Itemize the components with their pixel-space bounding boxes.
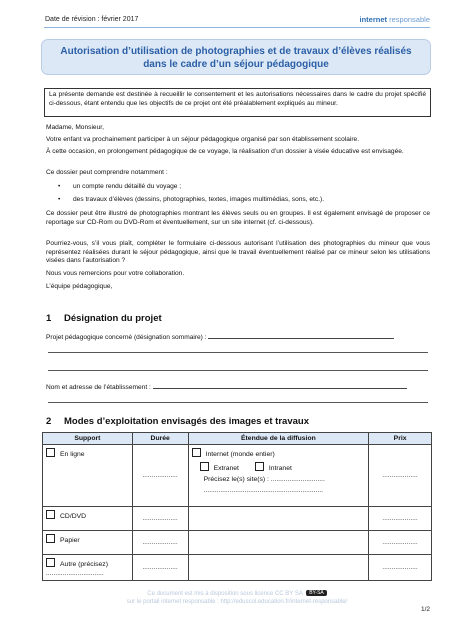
header-divider [44,27,430,28]
support-label: Autre (précisez) [60,561,108,568]
price-cell[interactable]: ................... [369,555,432,581]
brand-logo [360,15,430,24]
table-row [43,531,432,555]
diffusion-cell[interactable] [188,555,369,581]
school-input-line-2[interactable] [48,402,428,403]
section-2-number: 2 [46,416,52,427]
sites-input[interactable]: ............................. [270,477,325,483]
table-row [43,507,432,531]
project-field[interactable] [46,332,394,341]
price-cell[interactable]: ................... [369,531,432,555]
duration-cell[interactable]: ................... [132,507,188,531]
school-input-line[interactable] [153,382,407,389]
table-header-row [43,433,432,445]
project-input-line[interactable] [208,332,394,339]
column-header-diffusion: Étendue de la diffusion [188,433,369,445]
other-input[interactable]: ............................... [46,571,104,577]
revision-date: Date de révision : février 2017 [45,16,139,23]
extranet-checkbox[interactable] [200,462,209,471]
sites-input-2[interactable]: ................................................................ [203,488,324,494]
section-2-title: Modes d’exploitation envisagés des images et travaux [64,416,309,427]
support-cell [43,507,133,531]
footer-url[interactable]: sur le portail internet responsable : http://eduscol.education.fr/internet-responsable/ [126,599,348,605]
intranet-checkbox[interactable] [255,462,264,471]
support-label: Papier [60,537,80,544]
diffusion-cell[interactable] [188,507,369,531]
brand-bold: internet [359,15,388,24]
duration-cell[interactable]: ................... [132,531,188,555]
internet-label: Internet (monde entier) [205,451,275,458]
salutation: Madame, Monsieur, [46,124,104,131]
title-line-1: Autorisation d’utilisation de photographies et de travaux d’élèves réalisés [60,46,412,57]
support-cell [43,445,133,507]
page-number: 1/2 [420,606,430,613]
column-header-prix: Prix [369,433,432,445]
section-1-heading [46,313,426,327]
diffusion-cell [188,445,369,507]
price-cell[interactable]: ................... [369,507,432,531]
bullet-dot: • [58,183,61,190]
cc-license-icon: BY-SA [306,590,327,596]
support-label: En ligne [60,451,85,458]
paragraph-6: Nous vous remercions pour votre collaboration. [46,270,185,277]
school-field[interactable] [46,382,407,391]
bullet-dot: • [58,196,61,203]
table-row [43,555,432,581]
duration-cell[interactable]: ................... [132,555,188,581]
section-1-number: 1 [46,313,52,324]
title-line-2: dans le cadre d’un séjour pédagogique [143,59,329,70]
footer-license-text: Ce document est mis à disposition sous licence CC BY SA [147,591,303,597]
support-cell [43,531,133,555]
project-label: Projet pédagogique concerné (désignation sommaire) : [46,334,207,341]
extranet-label: Extranet [213,465,239,472]
document-title [41,39,431,75]
bullet-item-2: des travaux d’élèves (dessins, photographies, textes, images multimédias, sons, etc.). [73,196,325,203]
section-2-heading [46,416,426,430]
paragraph-3: Ce dossier peut comprendre notamment : [46,169,168,176]
other-checkbox[interactable] [46,558,55,567]
exploitation-table [42,432,432,581]
online-checkbox[interactable] [46,448,55,457]
paragraph-1: Votre enfant va prochainement participer à un séjour pédagogique organisé par son établissement scolaire. [46,136,360,143]
price-cell[interactable]: ................... [369,445,432,507]
table-row [43,445,432,507]
school-label: Nom et adresse de l’établissement : [46,384,151,391]
signature: L’équipe pédagogique, [46,283,113,290]
support-cell [43,555,133,581]
intro-box: La présente demande est destinée à recueillir le consentement et les autorisations nécessaires dans le cadre du projet spécifié ci-dessous, étant entendu que les objectifs de ce projet ont été préalablement expliqués au mineur. [44,88,431,117]
project-input-line-2[interactable] [48,352,428,353]
support-label: CD/DVD [60,513,87,520]
column-header-support: Support [43,433,133,445]
diffusion-cell[interactable] [188,531,369,555]
intranet-label: Intranet [268,465,292,472]
section-1-title: Désignation du projet [64,313,162,324]
paper-checkbox[interactable] [46,534,55,543]
paragraph-4: Ce dossier peut être illustré de photographies montrant les élèves seuls ou en groupes. Il est également envisagé de proposer ce reportage sur CD-Rom ou DVD-Rom et éventuellement, sur un site internet (cf. ci-dessous). [46,210,430,226]
brand-light: responsable [389,15,430,24]
duration-cell[interactable]: ................... [132,445,188,507]
sites-label: Précisez le(s) site(s) : [203,476,269,483]
column-header-duree: Durée [132,433,188,445]
paragraph-2: À cette occasion, en prolongement pédagogique de ce voyage, la réalisation d’un dossier à visée éducative est envisagée. [46,148,404,155]
bullet-item-1: un compte rendu détaillé du voyage ; [73,183,182,190]
footer-license [0,590,474,597]
project-input-line-3[interactable] [48,370,428,371]
paragraph-5: Pourriez-vous, s’il vous plaît, compléter le formulaire ci-dessous autorisant l’utilisation des photographies du mineur que vous représentez réalisées durant le séjour pédagogique, ainsi que le travail éventuellement réalisé par ce mineur selon les utilisations visées dans l’autorisation ? [46,240,430,264]
cd-dvd-checkbox[interactable] [46,510,55,519]
internet-checkbox[interactable] [192,448,201,457]
